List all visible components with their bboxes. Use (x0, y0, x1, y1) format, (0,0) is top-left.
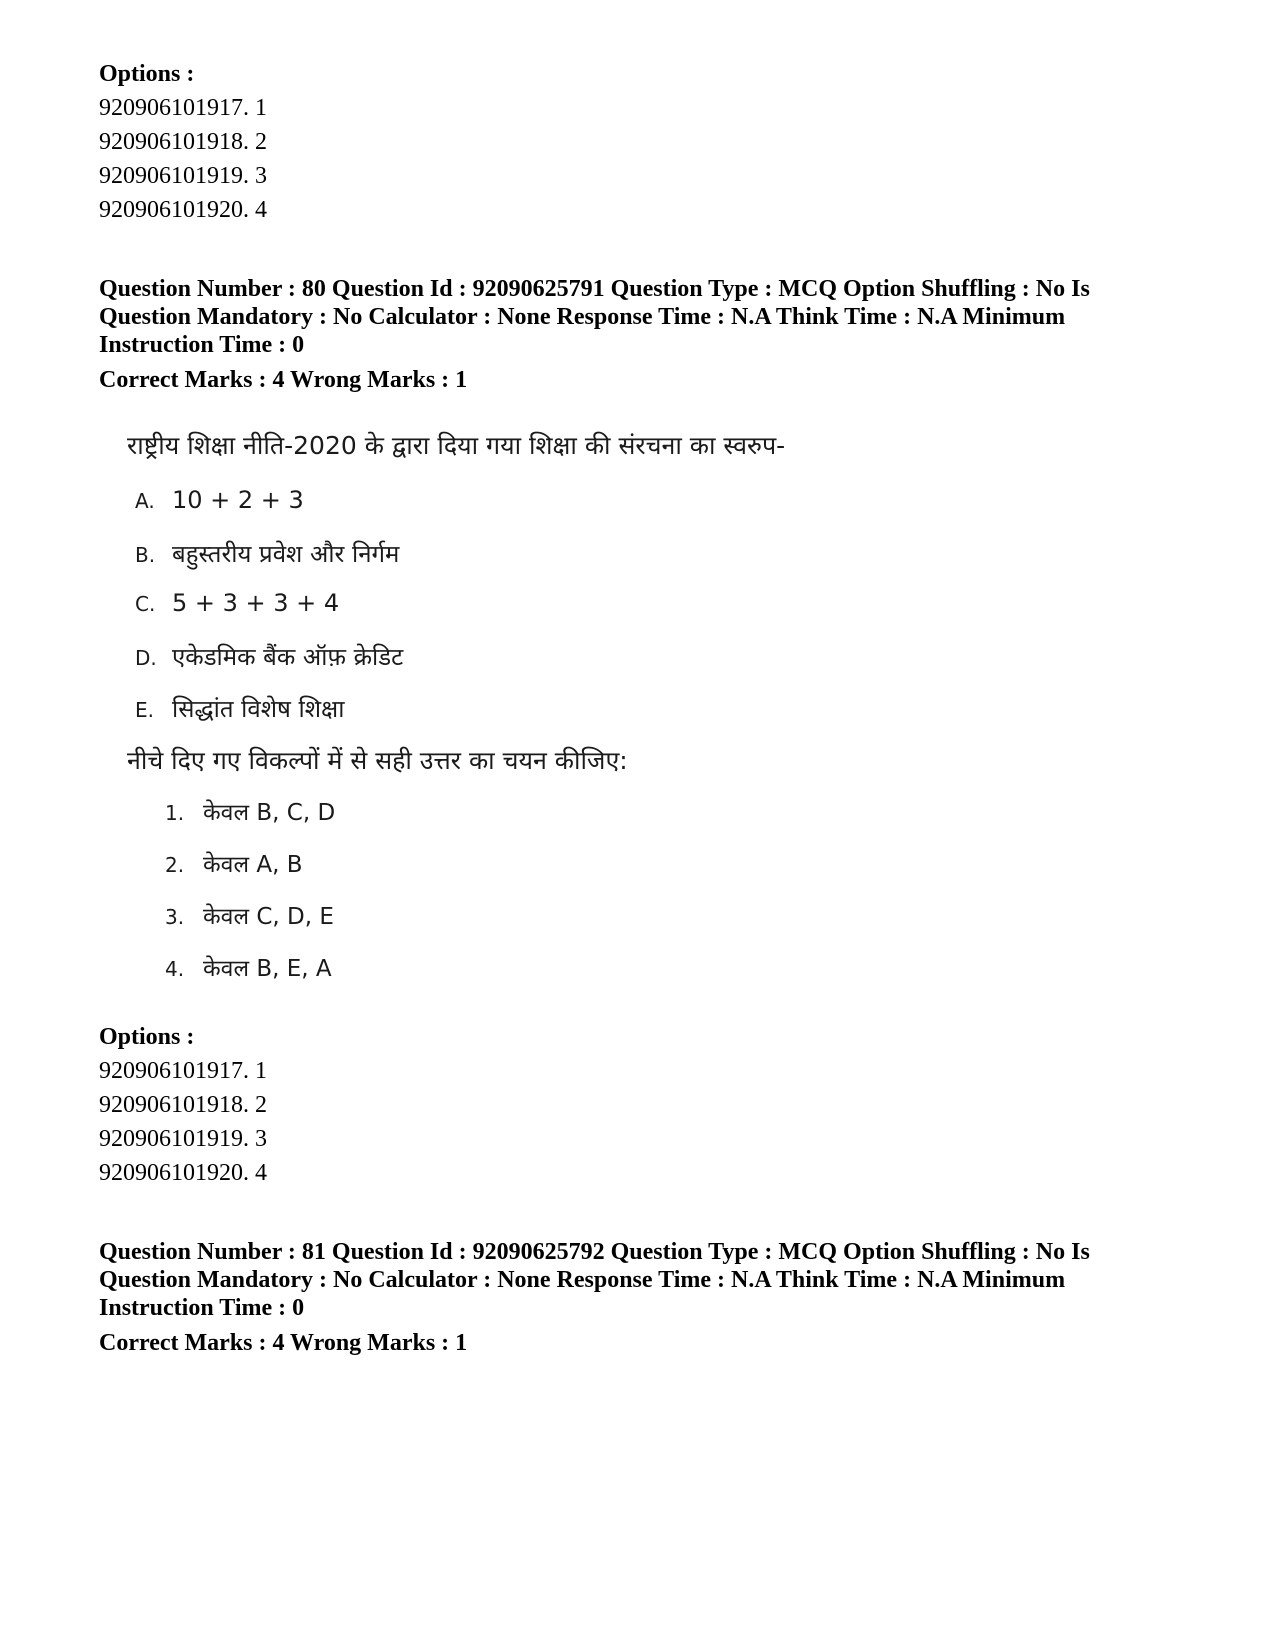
prev-option-1: 920906101917. 1 (99, 95, 267, 121)
q80-statement-d (135, 640, 403, 673)
prev-options-heading: Options : (99, 61, 195, 87)
prev-option-4: 920906101920. 4 (99, 197, 267, 223)
q80-marks: Correct Marks : 4 Wrong Marks : 1 (99, 367, 468, 393)
q80-statement-e (135, 692, 344, 725)
q81-meta: Question Number : 81 Question Id : 92090625792 Question Type : MCQ Option Shuffling : No Is Question Mandatory : No Calculator : None Response Time : N.A Think Time : N.A Minimum Instruction Time : 0 (99, 1239, 1090, 1321)
statement-label: E. (135, 698, 154, 722)
q80-meta: Question Number : 80 Question Id : 92090625791 Question Type : MCQ Option Shuffling : No Is Question Mandatory : No Calculator : None Response Time : N.A Think Time : N.A Minimum Instruction Time : 0 (99, 276, 1090, 358)
choice-text: केवल B, C, D (203, 800, 336, 826)
q80-choice-1 (165, 795, 335, 827)
statement-text: 10 + 2 + 3 (172, 486, 304, 514)
statement-label: C. (135, 592, 156, 616)
choice-label: 2. (165, 853, 185, 877)
choice-text: केवल A, B (203, 852, 303, 878)
q80-statement-b (135, 537, 399, 570)
statement-text: बहुस्तरीय प्रवेश और निर्गम (172, 540, 400, 568)
q80-option-4: 920906101920. 4 (99, 1160, 267, 1186)
q80-choice-4 (165, 951, 332, 983)
statement-label: D. (135, 646, 157, 670)
prev-option-2: 920906101918. 2 (99, 129, 267, 155)
q80-statement-a (135, 486, 304, 514)
statement-text: सिद्धांत विशेष शिक्षा (172, 695, 345, 723)
statement-label: B. (135, 543, 156, 567)
q80-option-3: 920906101919. 3 (99, 1126, 267, 1152)
q80-options-heading: Options : (99, 1024, 195, 1050)
prev-option-3: 920906101919. 3 (99, 163, 267, 189)
q81-marks: Correct Marks : 4 Wrong Marks : 1 (99, 1330, 468, 1356)
choice-label: 4. (165, 957, 185, 981)
q80-instruction: नीचे दिए गए विकल्पों में से सही उत्तर का चयन कीजिए: (127, 746, 628, 775)
q80-option-2: 920906101918. 2 (99, 1092, 267, 1118)
choice-text: केवल B, E, A (203, 956, 332, 982)
q80-option-1: 920906101917. 1 (99, 1058, 267, 1084)
q80-choice-3 (165, 899, 334, 931)
statement-label: A. (135, 489, 155, 513)
choice-label: 1. (165, 801, 185, 825)
q80-stem: राष्ट्रीय शिक्षा नीति-2020 के द्वारा दिया गया शिक्षा की संरचना का स्वरुप- (127, 431, 786, 460)
q80-statement-c (135, 589, 339, 617)
q80-choice-2 (165, 847, 303, 879)
choice-label: 3. (165, 905, 185, 929)
statement-text: 5 + 3 + 3 + 4 (172, 589, 340, 617)
statement-text: एकेडमिक बैंक ऑफ़ क्रेडिट (172, 643, 404, 671)
choice-text: केवल C, D, E (203, 904, 334, 930)
